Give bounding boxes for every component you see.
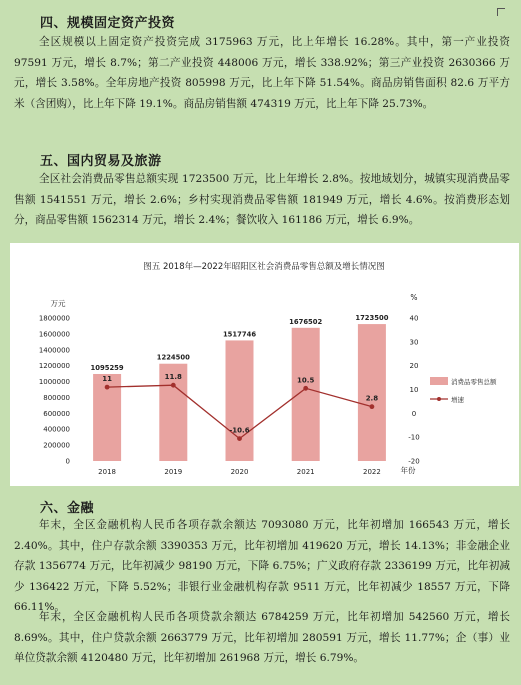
- legend-swatch-bar: [430, 377, 448, 385]
- bar-value-label: 1095259: [90, 363, 124, 372]
- x-axis-tick-label: 2019: [164, 468, 183, 476]
- left-axis-tick-label: 1000000: [38, 378, 70, 387]
- right-axis-tick-label: 0: [411, 409, 417, 418]
- paragraph-loans: 年末，全区金融机构人民币各项贷款余额达 6784259 万元，比年初增加 542560 万元，增长 8.69%。其中，住户贷款余额 2663779 万元，比年初增加 280591 万元，增长 11.77%；企（事）业单位贷款余额 4120480 万元，比年初增加 261968 万元，增长 6.79%。: [14, 611, 510, 664]
- left-axis-tick-label: 0: [65, 457, 70, 466]
- paragraph-trade: 全区社会消费品零售总额实现 1723500 万元，比上年增长 2.8%。按地域划分，城镇实现消费品零售额 1541551 万元，增长 2.6%；乡村实现消费品零售额 181949 万元，增长 4.6%。按消费形态划分，商品零售额 1562314 万元，增长 2.4%；餐饮收入 161186 万元，增长 6.9%。: [14, 173, 510, 226]
- left-axis-tick-label: 1800000: [38, 314, 70, 323]
- bar-2022: [358, 324, 386, 461]
- right-axis-tick-label: 10: [409, 386, 419, 394]
- paragraph-deposits: 年末，全区金融机构人民币各项存款余额达 7093080 万元，比年初增加 166543 万元，增长 2.40%。其中，住户存款余额 3390353 万元，比年初增加 419620 万元，增长 14.13%；非金融企业存款 1356774 万元，比年初减少 98190 万元，下降 6.75%；广义政府存款 2336199 万元，比年初减少 136422 万元，下降 5.52%；非银行业金融机构存款 9511 万元，比年初减少 18557 万元，下降 66.11%。: [14, 519, 510, 613]
- growth-rate-point: [303, 386, 308, 391]
- growth-rate-label: 2.8: [365, 394, 379, 403]
- right-axis-tick-label: 20: [409, 362, 419, 371]
- x-axis-tick-label: 2022: [362, 468, 381, 476]
- section-heading-finance: 六、金融: [40, 501, 95, 516]
- x-axis-tick-label: 2021: [296, 468, 315, 476]
- left-axis-tick-label: 600000: [43, 409, 70, 418]
- section-heading-investment: 四、规模固定资产投资: [40, 16, 176, 31]
- growth-rate-point: [370, 404, 375, 409]
- bar-value-label: 1723500: [355, 314, 389, 323]
- bar-value-label: 1224500: [156, 353, 190, 362]
- bar-value-label: 1676502: [289, 317, 323, 326]
- left-axis-tick-label: 1600000: [38, 330, 70, 339]
- x-axis-tick-label: 2018: [98, 468, 117, 476]
- right-axis-unit: %: [410, 293, 418, 302]
- growth-rate-point: [171, 383, 176, 388]
- growth-rate-label: -10.6: [229, 426, 250, 435]
- left-axis-unit: 万元: [50, 299, 66, 308]
- x-axis-tick-label: 2020: [230, 468, 249, 476]
- growth-rate-label: 10.5: [297, 376, 315, 385]
- legend-label-line: 增速: [451, 396, 464, 404]
- left-axis-tick-label: 1400000: [38, 346, 70, 355]
- right-axis-tick-label: 30: [409, 338, 419, 347]
- growth-rate-label: 11: [102, 375, 112, 384]
- chart-title: 图五 2018年—2022年昭阳区社会消费品零售总额及增长情况图: [143, 262, 385, 272]
- chart-figure: [10, 243, 519, 486]
- right-axis-tick-label: 40: [409, 314, 419, 323]
- paragraph-investment: 全区规模以上固定资产投资完成 3175963 万元，比上年增长 16.28%。其中，第一产业投资 97591 万元，增长 8.7%；第二产业投资 448006 万元，增长 338.92%；第三产业投资 2630366 万元，增长 3.58%。全年房地产投资 805998 万元，比上年下降 51.54%。商品房销售面积 82.6 万平方米（含团购），比上年下降 19.1%。商品房销售额 474319 万元，比上年下降 25.73%。: [14, 36, 510, 110]
- growth-rate-point: [237, 436, 242, 441]
- growth-rate-point: [105, 385, 110, 390]
- page-corner-mark: [497, 8, 505, 16]
- right-axis-tick-label: -20: [408, 457, 420, 466]
- legend-marker-line: [437, 397, 441, 401]
- legend-label-bar: 消费品零售总额: [451, 378, 497, 386]
- left-axis-tick-label: 200000: [43, 441, 70, 450]
- right-axis-tick-label: -10: [408, 433, 420, 442]
- left-axis-tick-label: 400000: [43, 425, 70, 434]
- bar-2020: [226, 340, 254, 461]
- bar-2021: [292, 328, 320, 461]
- section-heading-trade: 五、国内贸易及旅游: [40, 154, 162, 169]
- growth-rate-label: 11.8: [164, 373, 182, 382]
- x-axis-label: 年份: [400, 466, 416, 475]
- retail-sales-chart: [10, 243, 519, 486]
- left-axis-tick-label: 800000: [43, 393, 70, 402]
- bar-value-label: 1517746: [222, 330, 257, 339]
- left-axis-tick-label: 1200000: [38, 362, 70, 371]
